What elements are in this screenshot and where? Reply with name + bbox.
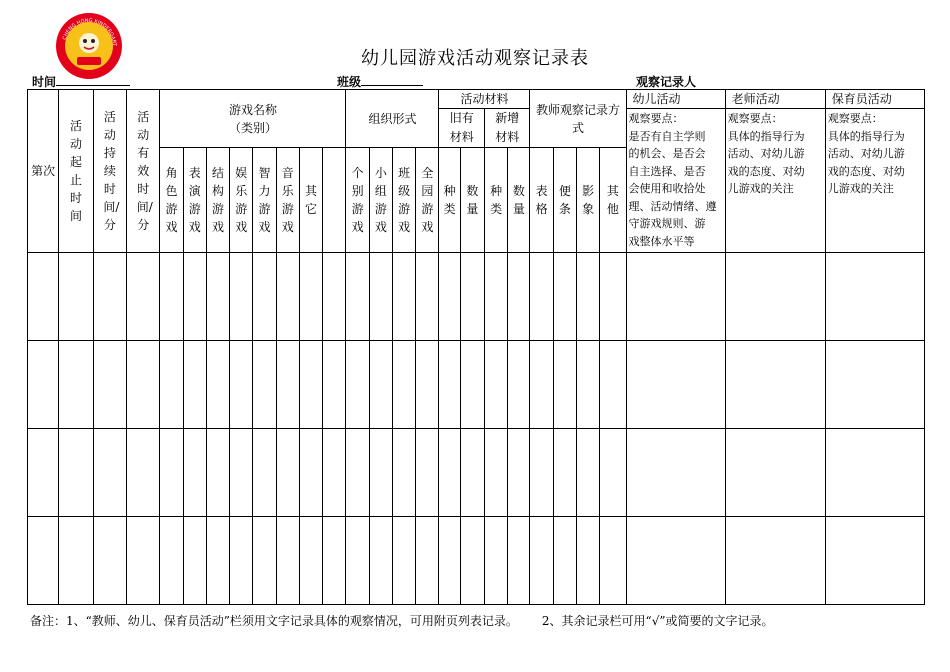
org-small-group: 小组游戏 (369, 148, 392, 253)
col-caregiver-activity: 保育员活动 (825, 90, 924, 109)
col-teacher-activity: 老师活动 (725, 90, 825, 109)
table-row (28, 341, 925, 429)
org-individual: 个别游戏 (346, 148, 369, 253)
table-row (28, 429, 925, 517)
time-underline[interactable] (56, 75, 130, 86)
class-label: 班级 (337, 75, 362, 89)
table-row (28, 517, 925, 605)
table-row (28, 253, 925, 341)
class-field (337, 73, 423, 90)
material-new-type: 种类 (484, 148, 507, 253)
caregiver-observation-points: 观察要点： 具体的指导行为 活动、对幼儿游 戏的态度、对幼 儿游戏的关注 (825, 109, 924, 253)
org-whole-school: 全园游戏 (416, 148, 439, 253)
footnote-2: 2、其余记录栏可用“√”或简要的文字记录。 (541, 614, 774, 628)
material-new-qty: 数量 (508, 148, 530, 253)
col-child-activity: 幼儿活动 (626, 90, 725, 109)
footnote (30, 612, 773, 629)
observer-label: 观察记录人 (636, 75, 697, 89)
col-new-materials: 新增材料 (484, 109, 530, 148)
game-type-role: 角色游戏 (160, 148, 183, 253)
game-name-line1: 游戏名称 (228, 102, 277, 117)
game-name-line2: （类别） (228, 120, 277, 135)
game-type-construction: 结构游戏 (206, 148, 229, 253)
col-materials: 活动材料 (439, 90, 530, 109)
col-teacher-record: 教师观察记录方式 (530, 90, 626, 148)
org-class: 班级游戏 (392, 148, 415, 253)
col-effective-time: 活动有效时间/分 (127, 90, 160, 253)
class-underline[interactable] (361, 75, 423, 86)
record-note: 便条 (553, 148, 576, 253)
observation-table (27, 89, 925, 605)
material-old-qty: 数量 (460, 148, 484, 253)
game-type-other: 其它 (299, 148, 322, 253)
game-type-blank (323, 148, 346, 253)
child-observation-points: 观察要点： 是否有自主学则 的机会、是否会 自主选择、是否 会使用和收拾处 理、活动情绪、遵 守游戏规则、游 戏整体水平等 (626, 109, 725, 253)
game-type-music: 音乐游戏 (276, 148, 299, 253)
page-title: 幼儿园游戏活动观察记录表 (361, 48, 589, 69)
observer-field (636, 73, 696, 90)
col-start-end-time: 活动起止时间 (59, 90, 93, 253)
col-old-materials: 旧有材料 (439, 109, 485, 148)
teacher-observation-points: 观察要点： 具体的指导行为 活动、对幼儿游 戏的态度、对幼 儿游戏的关注 (725, 109, 825, 253)
game-type-entertainment: 娱乐游戏 (230, 148, 253, 253)
record-video: 影象 (576, 148, 599, 253)
game-type-performance: 表演游戏 (183, 148, 206, 253)
material-old-type: 种类 (439, 148, 460, 253)
record-other: 其他 (600, 148, 626, 253)
time-field (32, 73, 130, 90)
col-session: 第次 (28, 90, 59, 253)
time-label: 时间 (32, 75, 57, 89)
col-game-name (160, 90, 346, 148)
svg-text:CHENG HONG KINDERGARTEN: CHENG HONG KINDERGART (61, 17, 118, 47)
col-duration: 活动持续时间/分 (93, 90, 126, 253)
footnote-1: 备注：1、“教师、幼儿、保育员活动”栏须用文字记录具体的观察情况，可用附页列表记录。 (30, 614, 518, 628)
game-type-intelligence: 智力游戏 (253, 148, 276, 253)
col-organization: 组织形式 (346, 90, 439, 148)
record-table: 表格 (530, 148, 553, 253)
